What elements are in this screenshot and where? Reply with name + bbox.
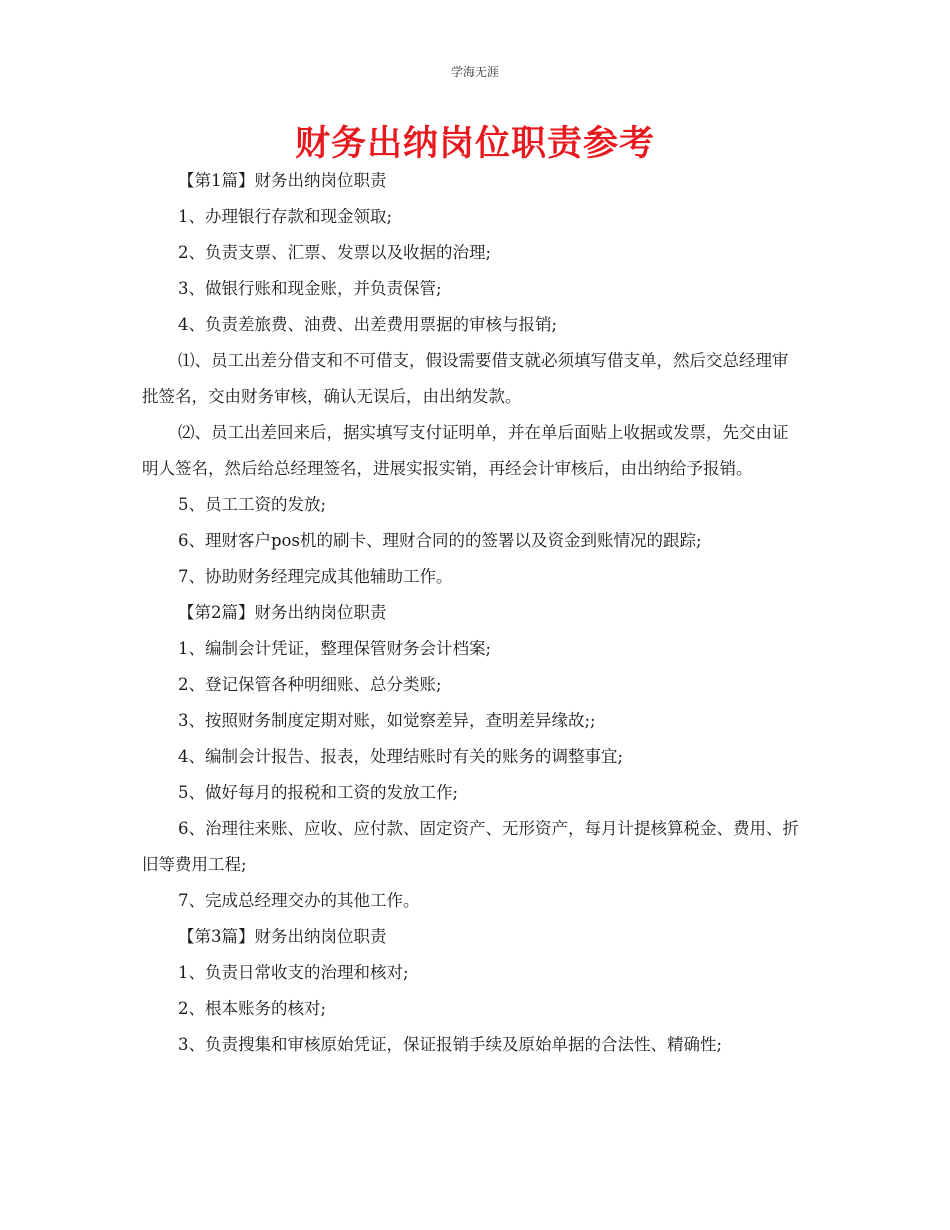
page-header: 学海无涯: [450, 65, 499, 79]
list-item: 4、负责差旅费、油费、出差费用票据的审核与报销;: [178, 315, 558, 334]
list-item: 6、治理往来账、应收、应付款、固定资产、无形资产，每月计提核算税金、费用、折旧等费用工程;: [142, 819, 799, 874]
list-item: 3、负责搜集和审核原始凭证，保证报销手续及原始单据的合法性、精确性;: [178, 1035, 723, 1054]
list-item: 3、按照财务制度定期对账，如觉察差异，查明差异缘故;;: [178, 711, 596, 730]
list-item: 1、负责日常收支的治理和核对;: [178, 963, 409, 982]
list-item: 7、完成总经理交办的其他工作。: [178, 891, 420, 910]
section-heading-1: 【第1篇】财务出纳岗位职责: [178, 171, 387, 190]
list-item: 6、理财客户pos机的刷卡、理财合同的的签署以及资金到账情况的跟踪;: [178, 531, 702, 550]
section-heading-3: 【第3篇】财务出纳岗位职责: [178, 927, 387, 946]
list-item: 5、员工工资的发放;: [178, 495, 327, 514]
list-item: 4、编制会计报告、报表，处理结账时有关的账务的调整事宜;: [178, 747, 624, 766]
list-item: 2、负责支票、汇票、发票以及收据的治理;: [178, 243, 492, 262]
list-item: 1、办理银行存款和现金领取;: [178, 207, 393, 226]
list-item: 2、根本账务的核对;: [178, 999, 327, 1018]
document-title: 财务出纳岗位职责参考: [294, 124, 655, 164]
sub-item: ⑴、员工出差分借支和不可借支，假设需要借支就必须填写借支单，然后交总经理审批签名，交由财务审核，确认无误后，由出纳发款。: [142, 351, 789, 406]
list-item: 5、做好每月的报税和工资的发放工作;: [178, 783, 459, 802]
sub-item: ⑵、员工出差回来后，据实填写支付证明单，并在单后面贴上收据或发票，先交由证明人签名，然后给总经理签名，进展实报实销，再经会计审核后，由出纳给予报销。: [142, 423, 789, 478]
document-body: [142, 163, 804, 1063]
list-item: 7、协助财务经理完成其他辅助工作。: [178, 567, 453, 586]
list-item: 3、做银行账和现金账，并负责保管;: [178, 279, 442, 298]
list-item: 2、登记保管各种明细账、总分类账;: [178, 675, 442, 694]
section-heading-2: 【第2篇】财务出纳岗位职责: [178, 603, 387, 622]
list-item: 1、编制会计凭证，整理保管财务会计档案;: [178, 639, 492, 658]
